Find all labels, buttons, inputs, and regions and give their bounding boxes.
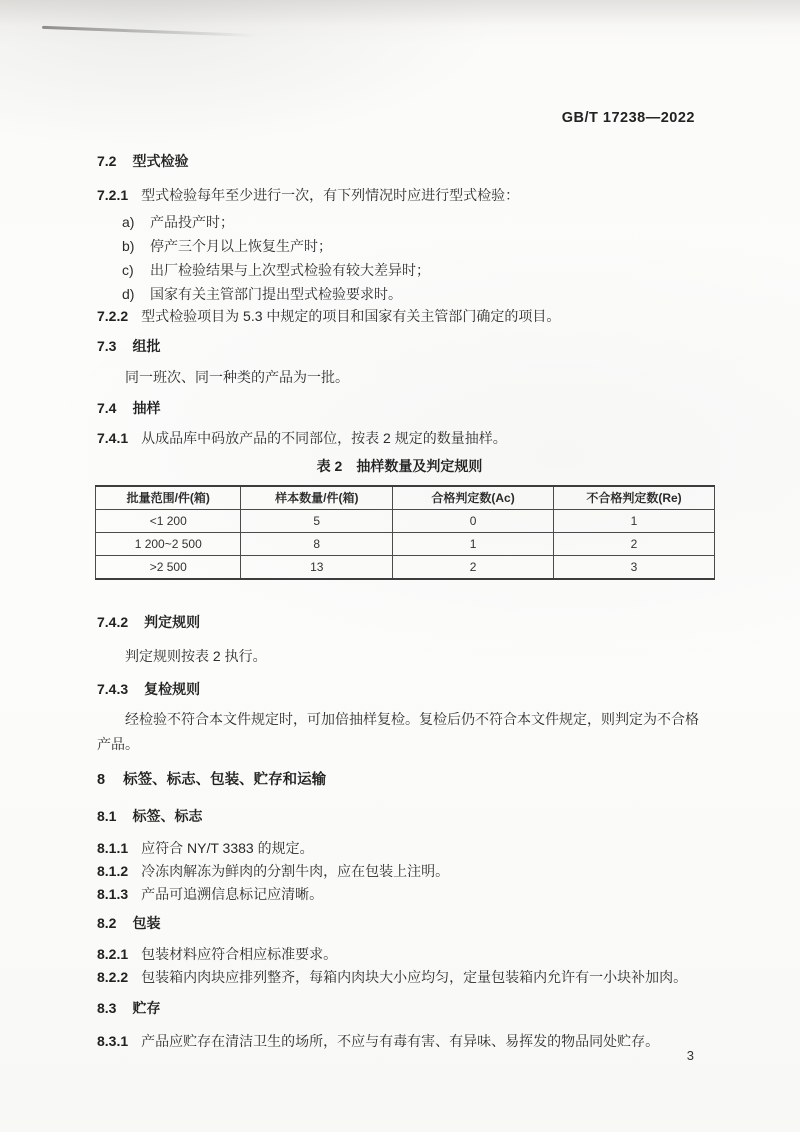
cell-accept-number: 1 [393,533,554,556]
clause-text: 从成品库中码放产品的不同部位，按表 2 规定的数量抽样。 [141,430,507,446]
heading-8-3 [97,998,702,1018]
table-row [96,510,715,533]
clause-number: 7.4.2 [97,614,129,630]
clause-number: 8.1.1 [97,840,129,856]
list-text: 停产三个月以上恢复生产时； [150,238,332,254]
clause-number: 8.1.2 [97,863,129,879]
clause-text: 产品可追溯信息标记应清晰。 [141,886,324,902]
col-header-accept-number: 合格判定数(Ac) [393,486,554,510]
clause-number: 8.2.1 [97,946,129,962]
table-row [96,533,715,556]
clause-title: 标签、标志 [132,808,203,824]
clause-title: 抽样 [132,400,161,416]
clause-text: 冷冻肉解冻为鲜肉的分割牛肉，应在包装上注明。 [141,863,450,879]
heading-7-4 [97,398,702,418]
clause-title: 贮存 [132,1000,161,1016]
clause-number: 8.2.2 [97,969,129,985]
clause-title: 组批 [132,338,161,354]
heading-7-4-3 [97,679,702,699]
paragraph-line: 经检验不符合本文件规定时，可加倍抽样复检。复检后仍不符合本文件规定，则判定为不合格 [125,711,699,727]
col-header-sample-qty: 样本数量/件(箱) [241,486,393,510]
list-marker: a) [122,214,135,230]
col-header-reject-number: 不合格判定数(Re) [554,486,715,510]
clause-title: 标签、标志、包装、贮存和运输 [123,772,327,788]
cell-reject-number: 3 [554,556,715,580]
clause-number: 8.3 [97,1000,117,1016]
clause-text: 应符合 NY/T 3383 的规定。 [141,840,314,856]
cell-sample-qty: 5 [241,510,393,533]
list-marker: d) [122,286,135,302]
clause-number: 7.4.1 [97,430,129,446]
sampling-table [95,485,715,580]
paragraph-text: 同一班次、同一种类的产品为一批。 [125,369,349,385]
clause-8-2-2 [97,967,702,987]
cell-batch-range: <1 200 [96,510,241,533]
clause-text: 包装箱内肉块应排列整齐，每箱内肉块大小应均匀，定量包装箱内允许有一小块补加肉。 [141,969,688,985]
clause-title: 复检规则 [144,681,201,697]
standard-number-header: GB/T 17238—2022 [561,110,695,126]
clause-title: 型式检验 [132,153,189,169]
clause-number: 7.2.1 [97,187,129,203]
table-header-row [96,486,715,510]
paragraph-text: 判定规则按表 2 执行。 [125,648,267,664]
list-text: 国家有关主管部门提出型式检验要求时。 [150,286,402,302]
list-marker: b) [122,238,135,254]
clause-7-3-text [97,367,702,387]
cell-batch-range: >2 500 [96,556,241,580]
list-item-a [97,212,727,232]
clause-7-2-1 [97,185,702,205]
clause-7-4-1 [97,428,702,448]
heading-8 [97,770,702,790]
clause-number: 7.4 [97,400,117,416]
clause-8-1-3 [97,884,702,904]
clause-8-1-2 [97,861,702,881]
clause-7-4-3-text [97,709,702,754]
cell-reject-number: 2 [554,533,715,556]
paragraph-line: 产品。 [97,736,139,752]
cell-sample-qty: 8 [241,533,393,556]
cell-accept-number: 0 [393,510,554,533]
clause-7-4-2-text [97,646,702,666]
list-item-d [97,284,727,304]
list-text: 出厂检验结果与上次型式检验有较大差异时； [150,262,430,278]
cell-reject-number: 1 [554,510,715,533]
clause-title: 包装 [132,915,161,931]
clause-number: 8.3.1 [97,1033,129,1049]
clause-title: 判定规则 [144,614,201,630]
scan-artifact-top-shading [0,0,800,26]
clause-text: 型式检验每年至少进行一次，有下列情况时应进行型式检验： [141,187,520,203]
clause-8-3-1 [97,1031,702,1051]
clause-7-2-2 [97,306,702,326]
col-header-batch-range: 批量范围/件(箱) [96,486,241,510]
clause-number: 8.1.3 [97,886,129,902]
heading-7-2 [97,151,702,171]
clause-text: 包装材料应符合相应标准要求。 [141,946,338,962]
clause-number: 7.2.2 [97,308,129,324]
clause-8-2-1 [97,944,702,964]
list-item-b [97,236,727,256]
heading-8-2 [97,913,702,933]
clause-number: 7.3 [97,338,117,354]
cell-sample-qty: 13 [241,556,393,580]
heading-7-4-2 [97,612,702,632]
clause-number: 8.1 [97,808,117,824]
clause-number: 8 [97,772,106,788]
cell-batch-range: 1 200~2 500 [96,533,241,556]
clause-text: 型式检验项目为 5.3 中规定的项目和国家有关主管部门确定的项目。 [141,308,561,324]
cell-accept-number: 2 [393,556,554,580]
clause-text: 产品应贮存在清洁卫生的场所，不应与有毒有害、有异味、易挥发的物品同处贮存。 [141,1033,660,1049]
table-caption: 表 2 抽样数量及判定规则 [316,458,483,474]
scan-artifact-line [42,26,257,37]
clause-8-1-1 [97,838,702,858]
heading-7-3 [97,336,702,356]
table-row [96,556,715,580]
clause-number: 7.4.3 [97,681,129,697]
list-item-c [97,260,727,280]
list-text: 产品投产时； [150,214,234,230]
heading-8-1 [97,806,702,826]
clause-number: 7.2 [97,153,117,169]
list-marker: c) [122,262,134,278]
clause-number: 8.2 [97,915,117,931]
page-number: 3 [686,1048,694,1063]
